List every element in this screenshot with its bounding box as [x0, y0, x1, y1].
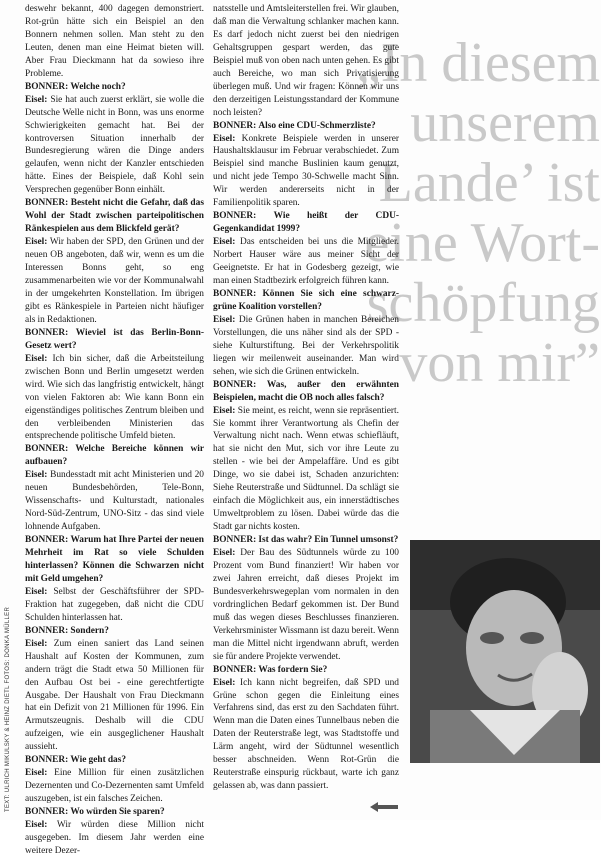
paragraph-text: Konkrete Beispiele werden in unserer Haushaltsklausur im Februar verabschiedet. Zum Beispiel sind manche Buslinien kaum genutzt, und nicht jede Tempo 30-Schwelle macht Sinn. Wir werden andererseits nicht in der Familienpolitik sparen.	[213, 133, 399, 209]
paragraph-text: Was, außer den erwähnten Beispielen, macht die OB noch alles falsch?	[213, 379, 399, 403]
pull-quote-line: unserem	[410, 92, 600, 154]
paragraph-text: Zum einen saniert das Land seinen Haushalt auf Kosten der Kommunen, zum andern trägt die Stadt etwa 50 Millionen für den Aufbau Ost bei - eine gerechtfertigte Ausgabe. Der Haushalt von Frau Dieckmann hat ein Defizit von 21 Millionen für 1996. Ein Armutszeugnis. Deshalb will die CDU aufzeigen, wie ein ausgeglichener Haushalt aussieht.	[25, 638, 204, 753]
interview-question	[213, 664, 399, 677]
interview-question	[213, 120, 399, 133]
interview-answer	[25, 767, 204, 806]
speaker-label: BONNER:	[25, 755, 69, 766]
speaker-label: Eisel:	[213, 677, 236, 688]
speaker-label: BONNER:	[213, 288, 257, 299]
pull-quote-line: schöpfung	[366, 272, 600, 334]
speaker-label: BONNER:	[25, 535, 69, 546]
interview-answer	[25, 236, 204, 327]
speaker-label: BONNER:	[25, 625, 69, 636]
speaker-label: BONNER:	[25, 444, 69, 455]
speaker-label: Eisel:	[25, 768, 48, 779]
interview-question	[213, 379, 399, 405]
interview-answer	[213, 314, 399, 379]
paragraph-text: deswehr bekannt, 400 dagegen demonstriert. Rot-grün hätte sich ein Beispiel an den Bonnern nehmen sollen. Man steht zu den Leuten, denen man eine Heimat bieten will. Aber Frau Dieckmann hat da sowieso ihre Probleme.	[25, 4, 204, 79]
paragraph-text: Ich kann nicht begreifen, daß SPD und Grüne schon gegen die Einleitung eines Verfahrens sind, das erst zu den Sachdaten führt. Wenn man die Daten eines Tunnelbaus neben die Daten der Reuterstraße legt, was Stadtstoffe und Lärm angeht, wird der Südtunnel wesentlich besser abschneiden. Wenn Rot-Grün die Reuterstraße einspurig rückbaut, warte ich ganz gelassen ab, was dann passiert.	[213, 677, 399, 792]
speaker-label: Eisel:	[213, 548, 236, 559]
interview-answer	[213, 547, 399, 664]
speaker-label: BONNER:	[25, 198, 69, 209]
paragraph-text: Wir würden diese Million nicht ausgegeben. Im diesem Jahr werden eine weitere Dezer-	[25, 820, 204, 856]
continue-arrow-icon	[370, 802, 398, 812]
interview-answer	[25, 94, 204, 198]
portrait-image	[410, 540, 600, 763]
interview-question	[25, 534, 204, 586]
speaker-label: Eisel:	[25, 638, 48, 649]
paragraph-text: Was fordern Sie?	[258, 664, 328, 675]
pull-quote-line: „In diesem	[355, 32, 600, 94]
paragraph-text: Die Grünen haben in manchen Bereichen Vorstellungen, die uns näher sind als der SPD - siehe Kulturstiftung. Bei der Verkehrspolitik liegen wir meilenweit auseinander. Man wird sehen, wie sich die Grünen entwickeln.	[213, 314, 399, 377]
paragraph-text: Also eine CDU-Schmerzliste?	[258, 120, 376, 131]
interview-answer	[25, 638, 204, 755]
portrait-photo	[410, 540, 600, 763]
interview-question	[25, 443, 204, 469]
speaker-label: Eisel:	[25, 237, 48, 248]
interview-answer	[25, 586, 204, 625]
speaker-label: Eisel:	[25, 470, 48, 481]
paragraph-text: Ist das wahr? Ein Tunnel umsonst?	[258, 535, 399, 546]
paragraph-text: Eine Million für einen zusätzlichen Dezernenten und Co-Dezernenten samt Umfeld auszugeben, ist ein falsches Zeichen.	[25, 768, 204, 805]
paragraph-text: Selbst der Geschäftsführer der SPD-Fraktion hat zugegeben, daß nicht die CDU Schulden hinterlassen hat.	[25, 586, 204, 623]
interview-answer	[25, 353, 204, 444]
speaker-label: Eisel:	[213, 237, 236, 248]
article-column-right	[213, 3, 399, 818]
interview-question	[25, 327, 204, 353]
speaker-label: Eisel:	[213, 133, 236, 144]
interview-question	[25, 625, 204, 638]
interview-answer	[25, 3, 204, 81]
interview-answer	[25, 819, 204, 858]
speaker-label: BONNER:	[213, 211, 257, 222]
interview-question	[213, 288, 399, 314]
interview-answer	[213, 3, 399, 120]
paragraph-text: Wir haben der SPD, den Grünen und der neuen OB angeboten, daß wir, wenn es um die Interessen Bonns geht, so eng zusammenarbeiten wie vor der Kommunalwahl in der umgekehrten Konstellation. Im übrigen gibt es Ränkespiele in Parteien nicht häufiger als in Redaktionen.	[25, 237, 204, 325]
paragraph-text: Bundesstadt mit acht Ministerien und 20 neuen Bundesbehörden, Tele-Bonn, Wissenschafts- und Kulturstadt, nationales Nord-Süd-Zentrum, UNO-Sitz - das sind viele lohnende Aufgaben.	[25, 470, 204, 533]
interview-answer	[213, 236, 399, 288]
pull-quote-line: von mir”	[399, 332, 600, 394]
paragraph-text: Wie heißt der CDU-Gegenkandidat 1999?	[213, 211, 399, 235]
paragraph-text: Warum hat Ihre Partei der neuen Mehrheit im Rat so viele Schulden hinterlassen? Können die Schwarzen nicht mit Geld umgehen?	[25, 535, 204, 584]
interview-answer	[25, 469, 204, 534]
paragraph-text: Sie meint, es reicht, wenn sie repräsentiert. Sie kommt ihrer Verantwortung als Chefin der Verwaltung nicht nach. Wenn etwas schiefläuft, hat sie nicht den Mut, sich vor ihre Leute zu stellen - wie bei der Ampelaffäre. Und es gibt Dinge, wo sie dabei ist, Schaden anzurichten: Siehe Reuterstraße und Südtunnel. Da schlägt sie einfach die Möglichkeit aus, ein innerstädtisches Umweltproblem zu lösen. Dabei würde das die Stadt gar nichts kosten.	[213, 405, 399, 533]
speaker-label: BONNER:	[213, 664, 257, 675]
interview-question	[213, 210, 399, 236]
paragraph-text: Können Sie sich eine schwarz-grüne Koalition vorstellen?	[213, 288, 399, 312]
pull-quote-line: Lande’ ist	[378, 152, 600, 214]
speaker-label: BONNER:	[213, 535, 257, 546]
paragraph-text: Welche Bereiche können wir aufbauen?	[25, 444, 204, 468]
interview-answer	[213, 677, 399, 794]
photo-credit: TEXT: ULRICH MIKULSKY & HEINZ DIETL FOTOS: DONKA MÜLLER	[5, 606, 11, 812]
interview-question	[213, 534, 399, 547]
pull-quote-line: eine Wort-	[364, 212, 600, 274]
paragraph-text: Ich bin sicher, daß die Arbeitsteilung zwischen Bonn und Berlin umgesetzt werden wird. Wie sich das langfristig entwickelt, hängt von vielen Faktoren ab: Wie kann Bonn ein eigenständiges politisches Zentrum bleiben und den verbleibenden Ministerien das entsprechende politische Umfeld bieten.	[25, 353, 204, 442]
speaker-label: BONNER:	[213, 379, 257, 390]
paragraph-text: Wo würden Sie sparen?	[70, 807, 165, 818]
paragraph-text: Der Bau des Südtunnels würde zu 100 Prozent vom Bund finanziert! Wir haben vor zwei Jahren erreicht, daß dieses Projekt im Bundesverkehrswegeplan vom normalen in den vordringlichen Bedarf gekommen ist. Der Bund muß das wegen dieses Beschlusses finanzieren. Verkehrsminister Wissmann ist dazu bereit. Wenn man die Mittel nicht irgendwann abruft, werden sie für andere Projekte verwendet.	[213, 548, 399, 662]
speaker-label: BONNER:	[25, 327, 69, 338]
interview-question	[25, 81, 204, 94]
speaker-label: BONNER:	[213, 120, 257, 131]
speaker-label: Eisel:	[25, 820, 48, 831]
paragraph-text: Besteht nicht die Gefahr, daß das Wohl der Stadt zwischen parteipolitischen Ränkespielen aus dem Blickfeld gerät?	[25, 198, 204, 235]
speaker-label: Eisel:	[25, 94, 48, 105]
speaker-label: BONNER:	[25, 81, 69, 92]
paragraph-text: Sie hat auch zuerst erklärt, sie wolle die Deutsche Welle nicht in Bonn, was uns enorme Schwierigkeiten gemacht hat. Bei der kontroversen Situation innerhalb der Bundesregierung wären die Dinge anders gelaufen, wenn nicht der Kanzler entschieden hätte. Eines der Beispiele, daß Kohl sein Versprechen gegenüber Bonn einhält.	[25, 94, 204, 196]
paragraph-text: Welche noch?	[70, 81, 126, 92]
paragraph-text: Sondern?	[70, 625, 109, 636]
interview-question	[25, 806, 204, 819]
interview-answer	[213, 405, 399, 535]
speaker-label: Eisel:	[213, 314, 236, 325]
speaker-label: Eisel:	[25, 586, 48, 597]
paragraph-text: natsstelle und Amtsleiterstellen frei. Wir glauben, daß man die Verwaltung schlanker machen kann. Es darf jedoch nicht zuerst bei den niedrigen Gehaltsgruppen gespart werden, das gute Beispiel muß von oben nach unten gehen. Es gibt auch Bereiche, wo man sich Privatisierung überlegen muß. Und wir fragen: Können wir uns den derzeitigen Leistungsstandard der Kommune noch leisten?	[213, 4, 399, 118]
interview-question	[25, 754, 204, 767]
paragraph-text: Wieviel ist das Berlin-Bonn-Gesetz wert?	[25, 327, 204, 351]
speaker-label: BONNER:	[25, 807, 69, 818]
paragraph-text: Das entscheiden bei uns die Mitglieder. Norbert Hauser wäre aus meiner Sicht der Geeignetste. Er hat in Godesberg gezeigt, wie man einen Stadtbezirk erfolgreich führen kann.	[213, 237, 399, 287]
speaker-label: Eisel:	[25, 353, 48, 364]
speaker-label: Eisel:	[213, 405, 236, 416]
interview-question	[25, 197, 204, 236]
interview-answer	[213, 133, 399, 211]
paragraph-text: Wie geht das?	[70, 755, 127, 766]
article-column-left	[25, 3, 204, 856]
